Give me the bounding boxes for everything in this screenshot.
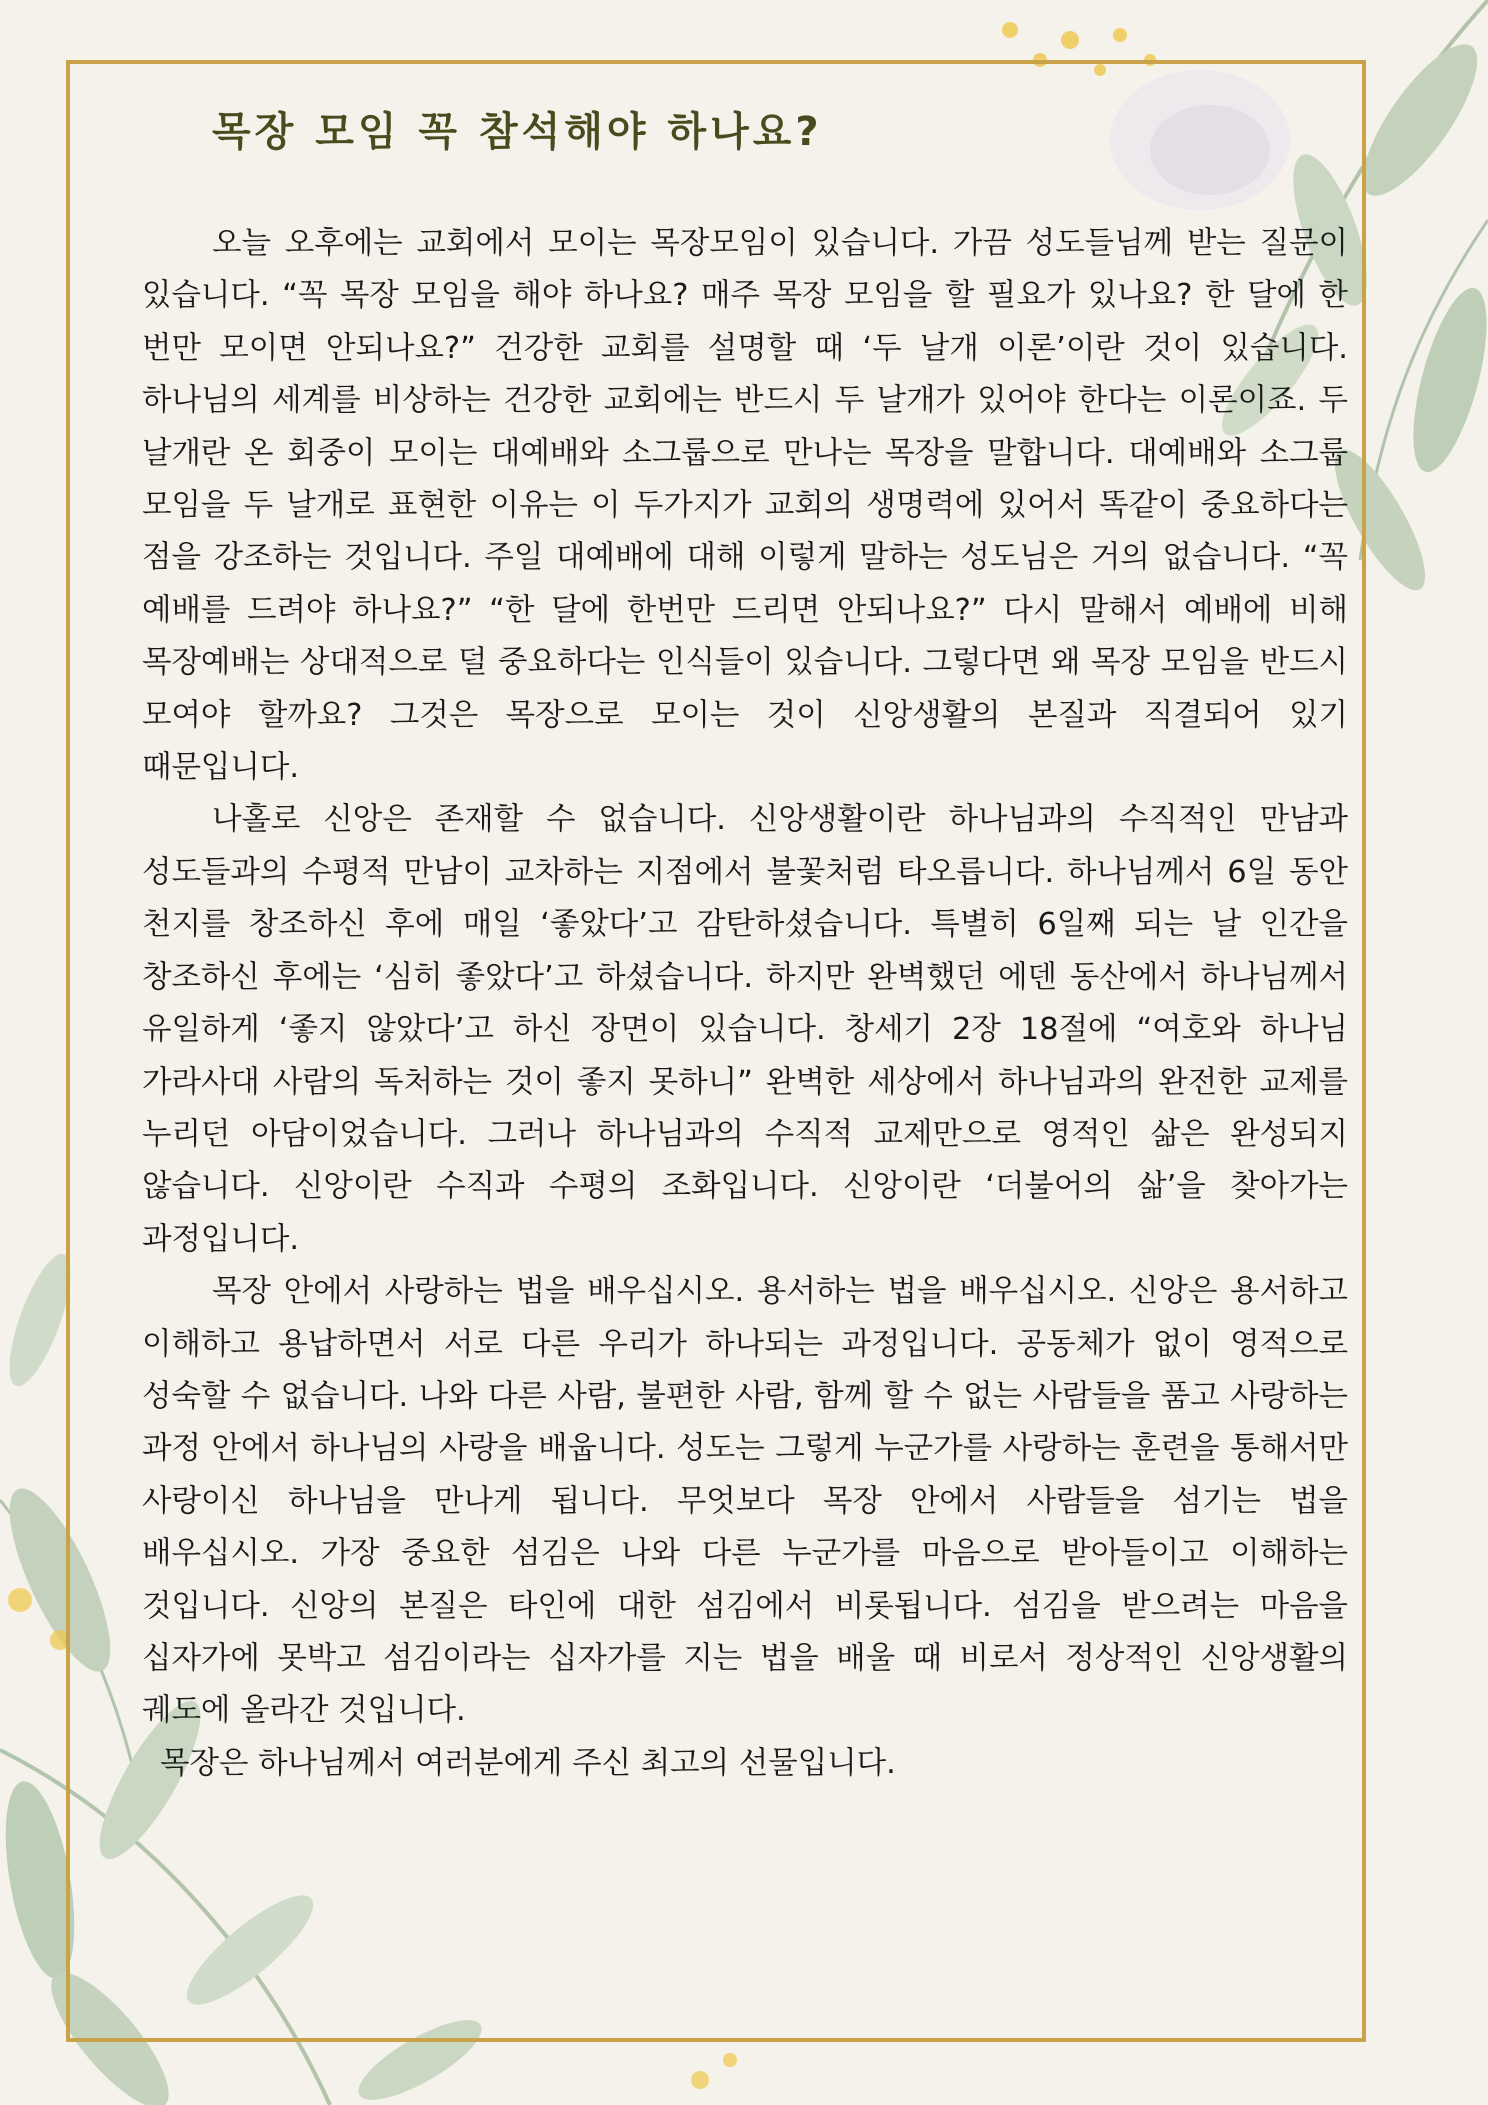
paragraph: 나홀로 신앙은 존재할 수 없습니다. 신앙생활이란 하나님과의 수직적인 만남과 성도들과의 수평적 만남이 교차하는 지점에서 불꽃처럼 타오릅니다. 하나님께서 6일 동안 천지를 창조하신 후에 매일 ‘좋았다’고 감탄하셨습니다. 특별히 6일째 되는 날 인간을 창조하신 후에는 ‘심히 좋았다’고 하셨습니다. 하지만 완벽했던 에덴 동산에서 하나님께서 유일하게 ‘좋지 않았다’고 하신 장면이 있습니다. 창세기 2장 18절에 “여호와 하나님 가라사대 사람의 독처하는 것이 좋지 못하니” 완벽한 세상에서 하나님과의 완전한 교제를 누리던 아담이었습니다. 그러나 하나님과의 수직적 교제만으로 영적인 삶은 완성되지 않습니다. 신앙이란 수직과 수평의 조화입니다. 신앙이란 ‘더불어의 삶’을 찾아가는 과정입니다. <box>142 802 1348 1257</box>
article-body <box>142 218 1348 1790</box>
paragraph: 오늘 오후에는 교회에서 모이는 목장모임이 있습니다. 가끔 성도들님께 받는 질문이 있습니다. “꼭 목장 모임을 해야 하나요? 매주 목장 모임을 할 필요가 있나요? 한 달에 한 번만 모이면 안되나요?” 건강한 교회를 설명할 때 ‘두 날개 이론’이란 것이 있습니다. 하나님의 세계를 비상하는 건강한 교회에는 반드시 두 날개가 있어야 한다는 이론이죠. 두 날개란 온 회중이 모이는 대예배와 소그룹으로 만나는 목장을 말합니다. 대예배와 소그룹 모임을 두 날개로 표현한 이유는 이 두가지가 교회의 생명력에 있어서 똑같이 중요하다는 점을 강조하는 것입니다. 주일 대예배에 대해 이렇게 말하는 성도님은 거의 없습니다. “꼭 예배를 드려야 하나요?” “한 달에 한번만 드리면 안되나요?” 다시 말해서 예배에 비해 목장예배는 상대적으로 덜 중요하다는 인식들이 있습니다. 그렇다면 왜 목장 모임을 반드시 모여야 할까요? 그것은 목장으로 모이는 것이 신앙생활의 본질과 직결되어 있기 때문입니다. <box>142 226 1348 786</box>
paragraph: 목장 안에서 사랑하는 법을 배우십시오. 용서하는 법을 배우십시오. 신앙은 용서하고 이해하고 용납하면서 서로 다른 우리가 하나되는 과정입니다. 공동체가 없이 영적으로 성숙할 수 없습니다. 나와 다른 사람, 불편한 사람, 함께 할 수 없는 사람들을 품고 사랑하는 과정 안에서 하나님의 사랑을 배웁니다. 성도는 그렇게 누군가를 사랑하는 훈련을 통해서만 사랑이신 하나님을 만나게 됩니다. 무엇보다 목장 안에서 사람들을 섬기는 법을 배우십시오. 가장 중요한 섬김은 나와 다른 누군가를 마음으로 받아들이고 이해하는 것입니다. 신앙의 본질은 타인에 대한 섬김에서 비롯됩니다. 섬김을 받으려는 마음을 십자가에 못박고 섬김이라는 십자가를 지는 법을 배울 때 비로서 정상적인 신앙생활의 궤도에 올라간 것입니다. <box>142 1274 1348 1729</box>
closing-line: 목장은 하나님께서 여러분에게 주신 최고의 선물입니다. <box>160 1745 896 1781</box>
page-title: 목장 모임 꼭 참석해야 하나요? <box>212 109 823 155</box>
